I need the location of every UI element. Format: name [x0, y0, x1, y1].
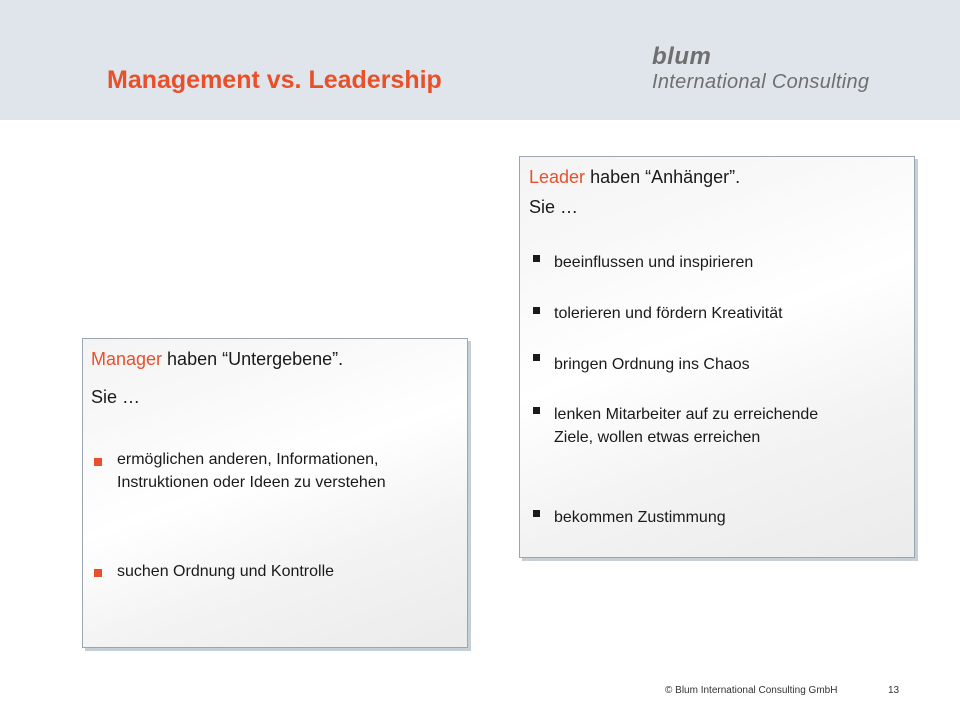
orange-square-bullet-icon [94, 569, 102, 577]
leader-bullet-item: tolerieren und fördern Kreativität [554, 305, 783, 322]
leader-heading [529, 167, 740, 188]
leader-card [519, 156, 915, 558]
leader-bullet-item: bekommen Zustimmung [554, 509, 726, 526]
orange-square-bullet-icon [94, 458, 102, 466]
black-square-bullet-icon [533, 255, 540, 262]
black-square-bullet-icon [533, 354, 540, 361]
leader-accent-word: Leader [529, 167, 586, 187]
page-number: 13 [888, 685, 900, 696]
manager-bullet-item: suchen Ordnung und Kontrolle [117, 563, 335, 580]
leader-heading-rest: haben “Anhänger”. [585, 167, 741, 187]
leader-bullet-item: beeinflussen und inspirieren [554, 254, 754, 271]
leader-bullet-item: lenken Mitarbeiter auf zu erreichende Ziele, wollen etwas erreichen [554, 406, 819, 446]
logo-subtitle: International Consulting [652, 71, 870, 93]
manager-accent-word: Manager [91, 349, 163, 369]
manager-card [82, 338, 468, 648]
leader-subheading: Sie … [529, 197, 579, 217]
black-square-bullet-icon [533, 307, 540, 314]
logo-brand: blum [652, 43, 712, 70]
leader-bullet-item: bringen Ordnung ins Chaos [554, 356, 750, 373]
page-title: Management vs. Leadership [107, 66, 442, 94]
footer-copyright: © Blum International Consulting GmbH [665, 685, 838, 696]
black-square-bullet-icon [533, 407, 540, 414]
manager-heading-rest: haben “Untergebene”. [162, 349, 344, 369]
company-logo [652, 44, 869, 94]
manager-heading [91, 349, 343, 370]
manager-bullet-item: ermöglichen anderen, Informationen, Instruktionen oder Ideen zu verstehen [117, 451, 386, 491]
black-square-bullet-icon [533, 510, 540, 517]
manager-subheading: Sie … [91, 387, 141, 407]
